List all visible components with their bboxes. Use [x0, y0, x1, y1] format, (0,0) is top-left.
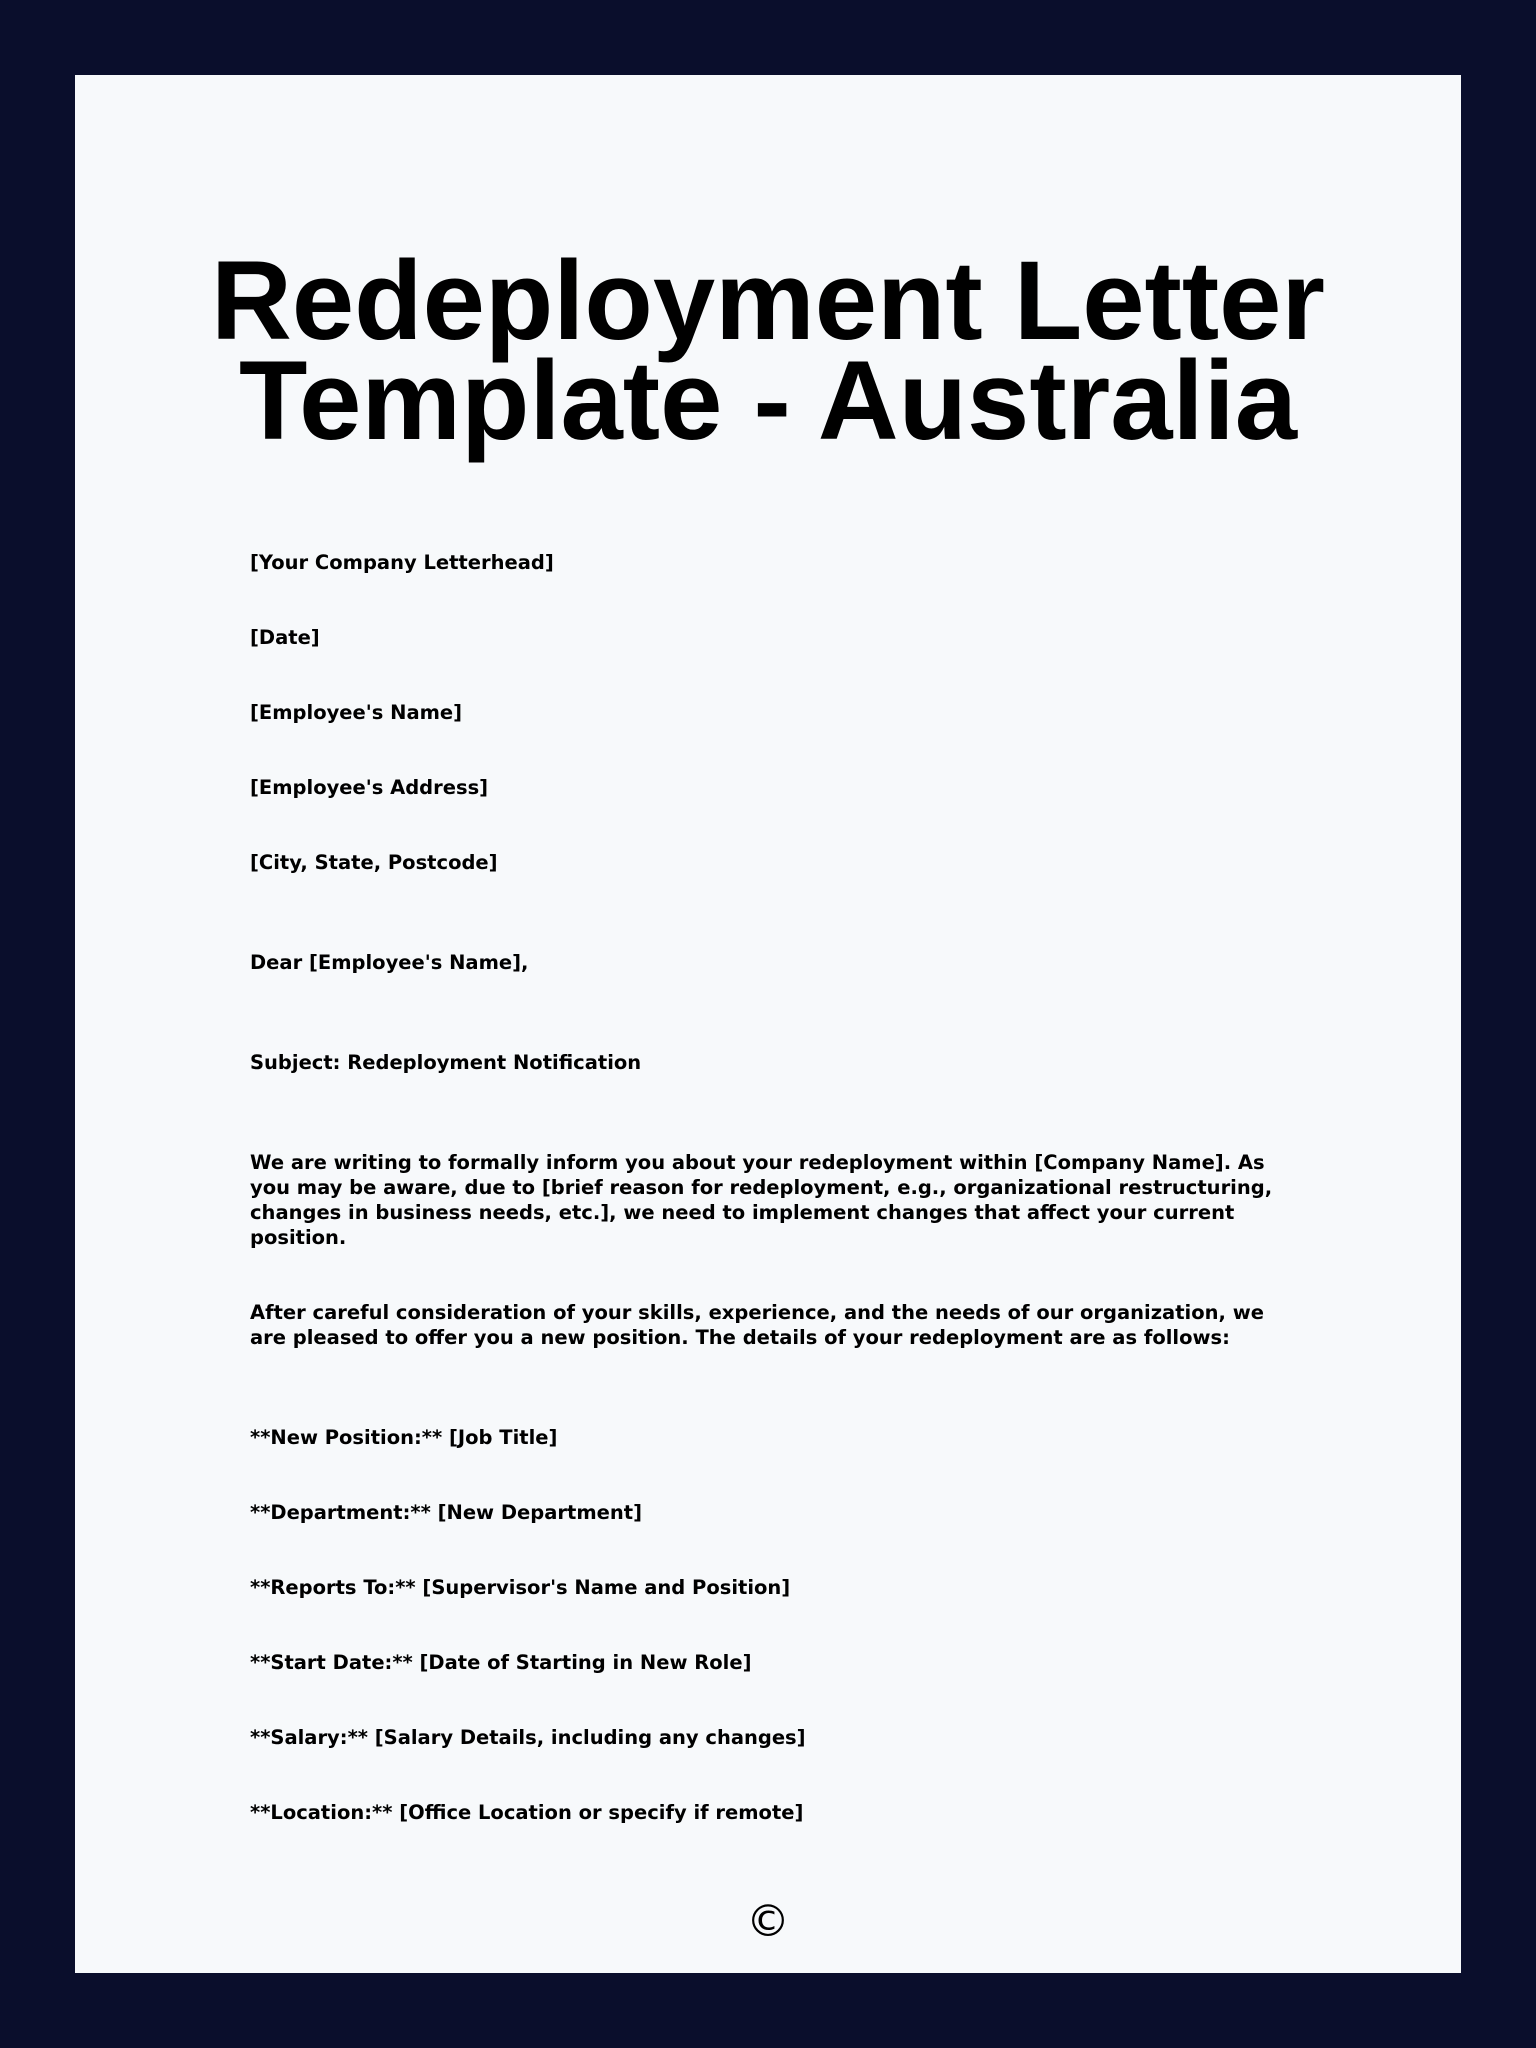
letterhead-placeholder: [Your Company Letterhead]	[250, 551, 554, 574]
employee-address-placeholder: [Employee's Address]	[250, 776, 489, 799]
title-line-1: Redeployment Letter	[211, 238, 1325, 363]
title-line-2: Template - Australia	[238, 338, 1298, 463]
salutation: Dear [Employee's Name],	[250, 951, 529, 974]
document-title	[75, 238, 1461, 463]
subject-line: Subject: Redeployment Notification	[250, 1051, 642, 1074]
copyright-icon: ©	[746, 1896, 790, 1947]
body-paragraph-2: After careful consideration of your skills, experience, and the needs of our organization, we are pleased to offer you a new position. The details of your redeployment are as follows:	[250, 1301, 1264, 1349]
city-state-postcode-placeholder: [City, State, Postcode]	[250, 851, 498, 874]
detail-location: **Location:** [Office Location or specify if remote]	[250, 1801, 804, 1824]
detail-new-position: **New Position:** [Job Title]	[250, 1426, 558, 1449]
body-paragraph-1: We are writing to formally inform you about your redeployment within [Company Name]. As you may be aware, due to [brief reason for redeployment, e.g., organizational restructuring, changes in business needs, etc.], we need to implement changes that affect your current position.	[250, 1151, 1273, 1249]
date-placeholder: [Date]	[250, 626, 320, 649]
document-page	[75, 75, 1461, 1973]
detail-start-date: **Start Date:** [Date of Starting in New Role]	[250, 1651, 752, 1674]
detail-reports-to: **Reports To:** [Supervisor's Name and Position]	[250, 1576, 791, 1599]
detail-salary: **Salary:** [Salary Details, including any changes]	[250, 1726, 806, 1749]
employee-name-placeholder: [Employee's Name]	[250, 701, 463, 724]
detail-department: **Department:** [New Department]	[250, 1501, 642, 1524]
